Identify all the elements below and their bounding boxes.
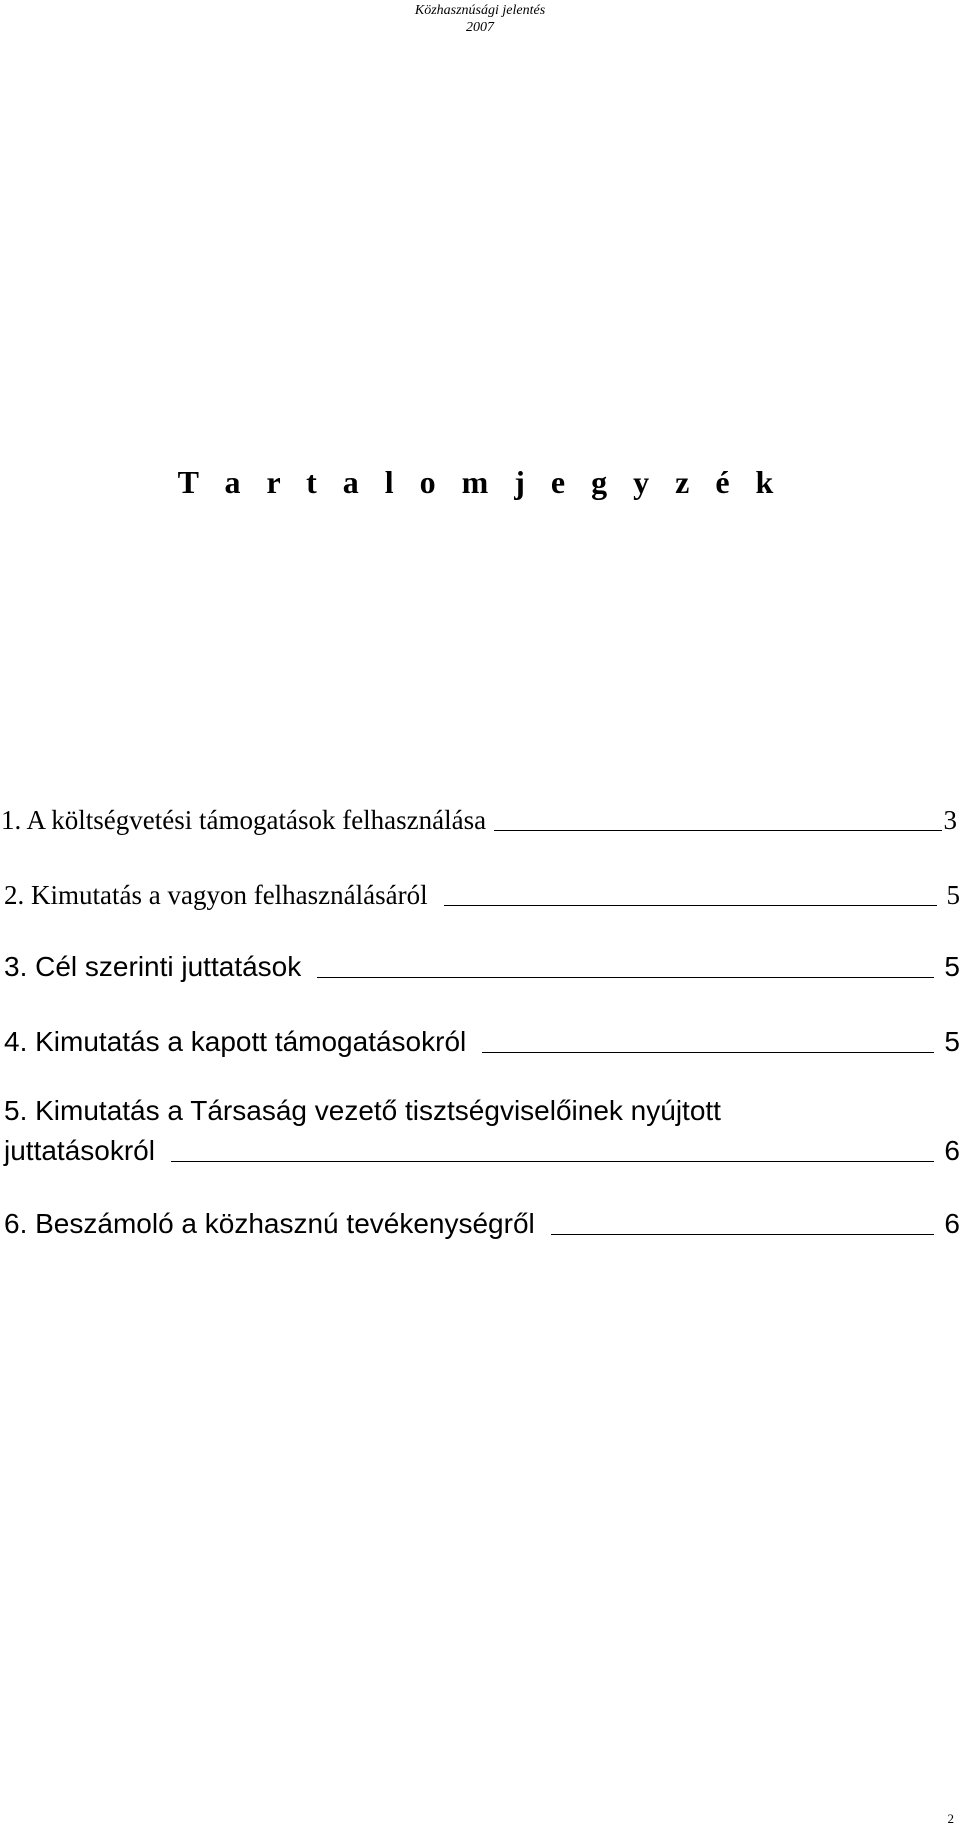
- toc-leader-line: [317, 977, 934, 978]
- toc-leader-line: [171, 1161, 934, 1162]
- toc-leader-line: [494, 830, 941, 831]
- toc-leader-line: [482, 1052, 934, 1053]
- header-year: 2007: [466, 20, 494, 35]
- page-header: [0, 2, 960, 36]
- toc-item-2[interactable]: [4, 878, 960, 912]
- toc-item-page: 6: [944, 1208, 960, 1239]
- toc-item-3[interactable]: [4, 950, 960, 984]
- toc-item-page: 5: [944, 1026, 960, 1057]
- toc-item-label: 3. Cél szerinti juttatások: [4, 951, 302, 982]
- toc-item-5[interactable]: [4, 1134, 960, 1168]
- toc-item-page: 5: [946, 880, 960, 910]
- toc-item-label: 2. Kimutatás a vagyon felhasználásáról: [4, 880, 428, 910]
- toc-item-5-line-1[interactable]: 5. Kimutatás a Társaság vezető tisztségviselőinek nyújtott: [4, 1095, 721, 1126]
- toc-leader-line: [444, 905, 937, 906]
- toc-item-label: 6. Beszámoló a közhasznú tevékenységről: [4, 1208, 535, 1239]
- page-number: 2: [947, 1811, 954, 1826]
- toc-item-page: 3: [943, 805, 957, 835]
- toc-item-label: juttatásokról: [4, 1135, 155, 1166]
- header-title: Közhasznúsági jelentés: [414, 3, 546, 18]
- toc-item-label: 1. A költségvetési támogatások felhasználása: [1, 805, 487, 835]
- toc-item-page: 6: [944, 1135, 960, 1166]
- toc-leader-line: [551, 1234, 935, 1235]
- toc-heading: T a r t a l o m j e g y z é k: [177, 464, 783, 500]
- toc-item-1[interactable]: [1, 803, 957, 837]
- toc-item-4[interactable]: [4, 1025, 960, 1059]
- toc-item-page: 5: [944, 951, 960, 982]
- toc-item-6[interactable]: [4, 1207, 960, 1241]
- toc-item-label: 4. Kimutatás a kapott támogatásokról: [4, 1026, 467, 1057]
